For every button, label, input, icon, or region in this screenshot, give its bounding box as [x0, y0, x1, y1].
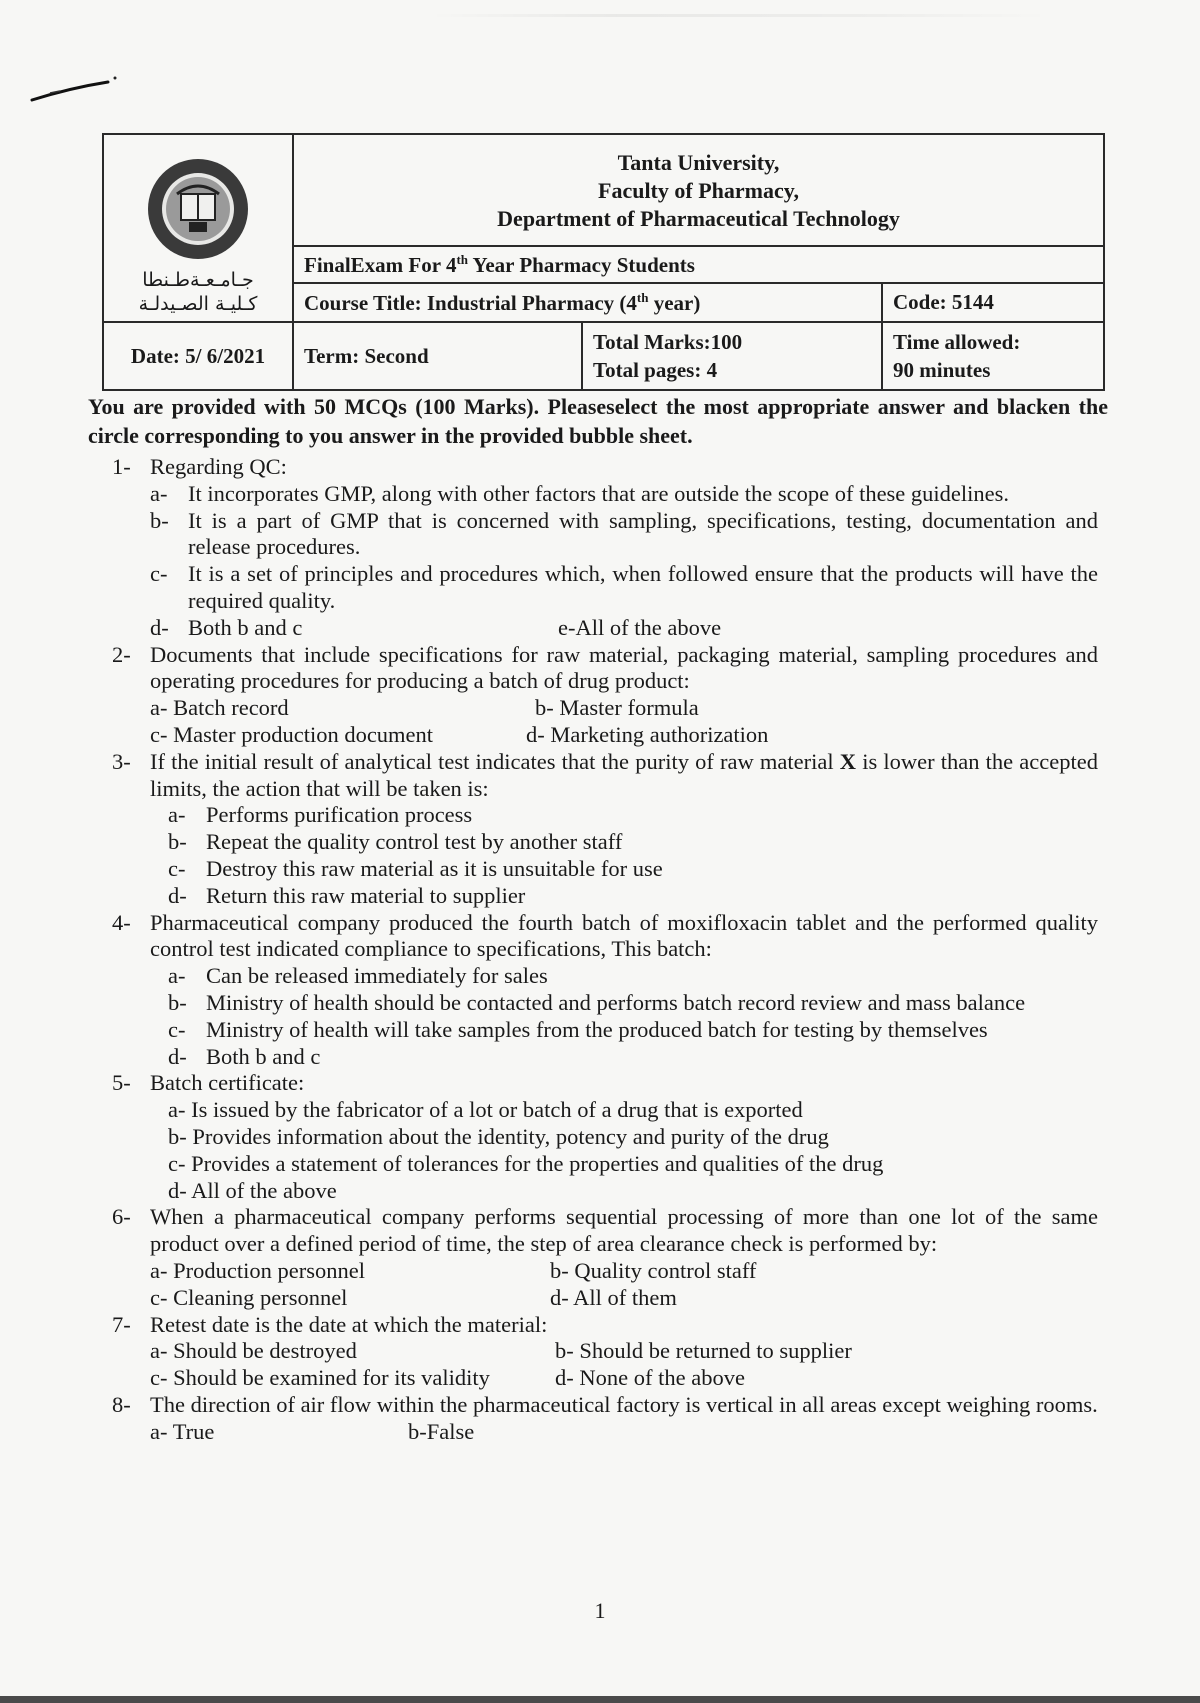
exam-header-table	[102, 133, 1105, 391]
scan-artifact	[430, 14, 1050, 17]
question-5: 5- Batch certificate:	[112, 1070, 305, 1096]
question-8: 8- The direction of air flow within the pharmaceutical factory is vertical in all areas except weighing rooms.	[112, 1391, 1098, 1417]
exam-title: FinalExam For 4th Year Pharmacy Students	[293, 246, 1104, 283]
option-c: c- Ministry of health will take samples from the produced batch for testing by themselves	[168, 1016, 988, 1042]
total-marks: Total Marks:100	[593, 330, 743, 354]
option-d: d- All of the above	[168, 1177, 337, 1203]
marks-pages-cell	[582, 322, 882, 390]
university-name: Tanta University,	[617, 150, 780, 175]
department-name: Department of Pharmaceutical Technology	[497, 206, 900, 231]
question-4: 4- Pharmaceutical company produced the fourth batch of moxifloxacin tablet and the performed quality control test indicated compliance to specifications, This batch:	[112, 909, 1098, 962]
question-1: 1- Regarding QC:	[112, 454, 1108, 481]
option-b: b- Repeat the quality control test by another staff	[168, 829, 623, 855]
option-a: a- Performs purification process	[168, 802, 473, 828]
option-b: b- Provides information about the identity, potency and purity of the drug	[168, 1123, 829, 1149]
course-title: Course Title: Industrial Pharmacy (4th year)	[293, 283, 882, 322]
option-row-cd: c- Master production document d- Marketing authorization	[150, 721, 769, 747]
university-seal-icon	[143, 154, 253, 264]
institution-cell	[293, 134, 1104, 246]
question-2: 2- Documents that include specifications for raw material, packaging material, sampling procedures and operating procedures for producing a batch of drug product:	[112, 641, 1098, 694]
option-d-e-row: d- Both b and c e-All of the above	[150, 614, 722, 640]
faculty-name: Faculty of Pharmacy,	[598, 178, 800, 203]
exam-body	[88, 392, 1108, 1445]
exam-term: Term: Second	[293, 322, 582, 390]
exam-date: Date: 5/ 6/2021	[103, 322, 293, 390]
option-row-ab: a- Production personnel b- Quality control staff	[150, 1257, 757, 1283]
total-pages: Total pages: 4	[593, 358, 718, 382]
time-allowed-value: 90 minutes	[893, 358, 991, 382]
pen-mark	[30, 74, 120, 104]
option-c: c- Destroy this raw material as it is unsuitable for use	[168, 855, 663, 881]
option-b: b- Ministry of health should be contacted and performs batch record review and mass balance	[168, 989, 1026, 1015]
option-c: c- Provides a statement of tolerances for the properties and qualities of the drug	[168, 1150, 884, 1176]
time-cell	[882, 322, 1104, 390]
option-d: d- Return this raw material to supplier	[168, 882, 526, 908]
question-text: Regarding QC:	[150, 454, 287, 479]
option-row-ab: a- True b-False	[150, 1418, 475, 1444]
course-code: Code: 5144	[882, 283, 1104, 322]
page-number: 1	[594, 1598, 606, 1623]
faculty-name-arabic: كـليـة الصـيدلـة	[138, 293, 258, 315]
option-b: b- It is a part of GMP that is concerned with sampling, specifications, testing, documentation and release procedures.	[150, 507, 1098, 560]
option-a: a- It incorporates GMP, along with other factors that are outside the scope of these guidelines.	[150, 480, 1010, 506]
option-row-ab: a- Batch record b- Master formula	[150, 695, 699, 721]
time-allowed-label: Time allowed:	[893, 330, 1021, 354]
option-d: d- Both b and c	[168, 1043, 321, 1069]
option-a: a- Can be released immediately for sales	[168, 963, 548, 989]
university-name-arabic: جـامـعـةطـنطا	[142, 269, 254, 291]
question-6: 6- When a pharmaceutical company performs sequential processing of more than one lot of the same product over a defined period of time, the step of area clearance check is performed by:	[112, 1204, 1098, 1257]
option-row-ab: a- Should be destroyed b- Should be returned to supplier	[150, 1338, 852, 1364]
instructions: You are provided with 50 MCQs (100 Marks). Pleaseselect the most appropriate answer and blacken the circle corresponding to you answer in the provided bubble sheet.	[88, 394, 1108, 448]
question-3: 3- If the initial result of analytical test indicates that the purity of raw material X is lower than the accepted limits, the action that will be taken is:	[112, 748, 1098, 801]
option-e: e-All of the above	[558, 614, 722, 640]
question-7: 7- Retest date is the date at which the material:	[112, 1311, 548, 1337]
option-row-cd: c- Cleaning personnel d- All of them	[150, 1284, 677, 1310]
option-a: a- Is issued by the fabricator of a lot or batch of a drug that is exported	[168, 1097, 803, 1123]
option-c: c- It is a set of principles and procedures which, when followed ensure that the products will have the required quality.	[150, 561, 1098, 613]
logo-cell	[103, 134, 293, 322]
scan-edge	[0, 1696, 1200, 1703]
option-row-cd: c- Should be examined for its validity d- None of the above	[150, 1365, 745, 1391]
